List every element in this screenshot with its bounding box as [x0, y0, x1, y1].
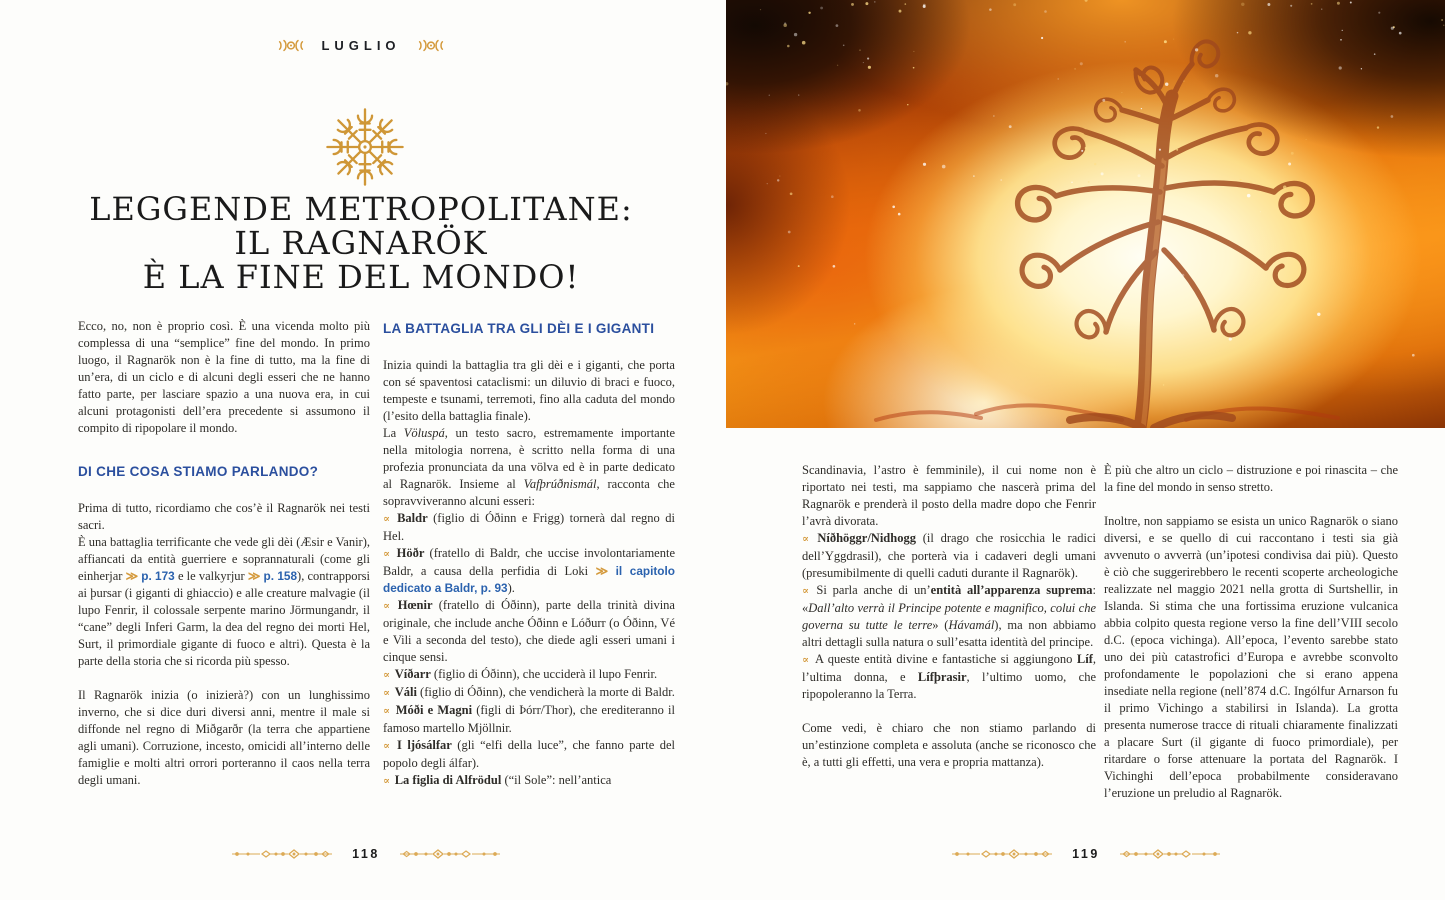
right-page-column-2 — [1104, 462, 1398, 819]
bullet-icon: ∝ — [383, 741, 398, 752]
paragraph: Scandinavia, l’astro è femminile), il cui nome non è riportato nei testi, ma sappiamo che nascerà prima del Ragnarök e prenderà il posto della madre dopo che Fenrir l’avrà divorata. — [802, 463, 1096, 528]
tree-of-life — [1018, 37, 1313, 428]
section-heading: LA BATTAGLIA TRA GLI DÈI E I GIGANTI — [383, 321, 655, 336]
footer-ornament-icon — [1120, 848, 1220, 860]
page-number: 118 — [352, 847, 380, 861]
bullet-icon: ∝ — [383, 549, 397, 560]
right-page-footer — [826, 847, 1346, 861]
chapter-kicker: LUGLIO — [321, 38, 401, 53]
bullet-paragraph: ∝ Váli (figlio di Óðinn), che vendicherà la morte di Baldr. — [383, 685, 675, 699]
left-page-footer — [106, 847, 626, 861]
cross-reference-link[interactable]: il capitolo dedicato a Baldr, p. 93 — [383, 564, 676, 595]
bullet-icon: ∝ — [802, 655, 815, 666]
chapter-title-line: È LA FINE DEL MONDO! — [142, 258, 580, 296]
bullet-paragraph: ∝ La figlia di Alfrödul (“il Sole”: nell’antica — [383, 773, 612, 787]
chapter-kicker-row — [0, 38, 722, 53]
chapter-title-line: IL RAGNARÖK — [234, 224, 488, 262]
link-chevron-icon: ≫ — [125, 569, 142, 583]
section-heading: DI CHE COSA STIAMO PARLANDO? — [78, 464, 319, 479]
left-page-column-1 — [78, 318, 370, 806]
yggdrasil-fire-image — [726, 0, 1445, 428]
chapter-title — [61, 192, 661, 294]
bullet-paragraph: ∝ Hœnir (fratello di Óðinn), parte della trinità divina originale, che include anche Óðinn e Lóðurr (o Óðinn, Vé e Vili a seconda del testo), che diede agli esseri umani i cinque sensi. — [383, 598, 675, 664]
link-chevron-icon: ≫ — [247, 569, 264, 583]
bullet-icon: ∝ — [383, 688, 395, 699]
paragraph: Inizia quindi la battaglia tra gli dèi e i giganti, che porta con sé spaventosi cataclismi: un diluvio di braci e fuoco, tempeste e tsunami, terremoti, fino alla caduta del mondo (l’esito della battaglia finale). — [383, 358, 675, 423]
paragraph: Ecco, no, non è proprio così. È una vicenda molto più complessa di una “semplice” fine del mondo. In primo luogo, il Ragnarök non è la fine di tutto, ma la fine di un’era, di un ciclo e di alcuni degli esseri che ne hanno fatto parte, per lasciare spazio a una nuova era, in cui alcuni protagonisti dell’era precedente si assumono il compito di ripopolare il mondo. — [78, 319, 370, 435]
bullet-paragraph: ∝ Níðhöggr/Nidhogg (il drago che rosicchia le radici dell’Yggdrasil), che porterà via i cadaveri degli umani (presumibilmente di quelli caduti durante il Ragnarök). — [802, 531, 1096, 580]
bullet-icon: ∝ — [383, 776, 395, 787]
paragraph: La Völuspá, un testo sacro, estremamente importante nella mitologia norrena, è scritto nella forma di una profezia pronunciata da una völva ed è in parte dedicato al Ragnarök. Insieme al Vafþrúðnismál, racconta che sopravviveranno alcuni esseri: — [383, 426, 675, 508]
right-page-column-1 — [802, 462, 1096, 788]
bullet-paragraph: ∝ A queste entità divine e fantastiche si aggiungono Líf, l’ultima donna, e Lífþrasir, l’ultimo uomo, che ripopoleranno la Terra. — [802, 652, 1096, 701]
paragraph: È più che altro un ciclo – distruzione e poi rinascita – che la fine del mondo in senso stretto. — [1104, 463, 1398, 494]
bullet-paragraph: ∝ Baldr (figlio di Óðinn e Frigg) tornerà dal regno di Hel. — [383, 511, 675, 543]
helm-of-awe-icon — [318, 100, 412, 194]
cross-reference-link[interactable]: p. 173 — [141, 569, 175, 583]
paragraph: Inoltre, non sappiamo se esista un unico Ragnarök o siano diversi, e se quello di cui raccontano i testi sia già avvenuto o avverrà (un’ipotesi condivisa dai più). Questo è ciò che suggerirebbero le recenti scoperte archeologiche realizzate nel maggio 2021 nella grotta di Surtshellir, in Islanda. Si stima che una fortissima eruzione vulcanica abbia colpito questa regione verso la fine dell’VIII secolo d.C. (epoca vichinga). All’epoca, l’evento sarebbe stato uno dei più catastrofici d’Europa e avrebbe sconvolto profondamente le popolazioni che si erano appena insediate nella regione (nell’874 d.C. Ingólfur Arnarson fu il primo Vichingo a stabilirsi in Islanda). La grotta presenta numerose tracce di rituali chiaramente finalizzati a placare Surt (il gigante di fuoco primordiale), per ritardare o forse attenuare la portata del Ragnarök. I Vichinghi dell’epoca probabilmente consideravano l’eruzione un preludio al Ragnarök. — [1104, 514, 1398, 800]
ember-sparkles — [726, 0, 1444, 386]
bullet-paragraph: ∝ Víðarr (figlio di Óðinn), che ucciderà il lupo Fenrir. — [383, 667, 658, 681]
bullet-icon: ∝ — [383, 706, 396, 717]
page-number: 119 — [1072, 847, 1100, 861]
paragraph: Prima di tutto, ricordiamo che cos’è il Ragnarök nei testi sacri. — [78, 501, 370, 532]
bullet-icon: ∝ — [802, 586, 817, 597]
bullet-paragraph: ∝ Höðr (fratello di Baldr, che uccise involontariamente Baldr, a causa della perfidia di Loki ≫ il capitolo dedicato a Baldr, p. 93). — [383, 546, 676, 595]
bullet-icon: ∝ — [383, 514, 398, 525]
paragraph: È una battaglia terrificante che vede gli dèi (Æsir e Vanir), affiancati da entità guerriere e soprannaturali (come gli einherjar ≫ p. 173 e le valkyrjur ≫ p. 158), contrapporsi ai þursar (i giganti di ghiaccio) e alle creature malvagie (il lupo Fenrir, il colossale serpente marino Jörmungandr, il “cane” degli Inferi Garm, la dea del regno dei morti Hel, Surt, il primordiale gigante di fuoco e altri). Questa è la parte della storia che si ricorda più spesso. — [78, 535, 370, 668]
paragraph: Il Ragnarök inizia (o inizierà?) con un lunghissimo inverno, che si dice duri diversi anni, mentre il male si diffonde nel regno di Miðgarðr (la terra che appartiene agli umani). Corruzione, incesto, omicidi all’interno delle famiglie e molti altri orrori porteranno il caos nella terra degli umani. — [78, 688, 370, 787]
footer-ornament-icon — [952, 848, 1052, 860]
left-page-column-2 — [383, 318, 675, 790]
bullet-paragraph: ∝ I ljósálfar (gli “elfi della luce”, che fanno parte del popolo degli álfar). — [383, 738, 675, 770]
kicker-ornament-icon — [417, 38, 445, 53]
bullet-paragraph: ∝ Si parla anche di un’entità all’apparenza suprema: «Dall’alto verrà il Principe potente e magnifico, colui che governa su tutte le terre» (Hávamál), ma non abbiamo altri dettagli sulla natura o sull’esatta identità del principe. — [802, 583, 1097, 649]
footer-ornament-icon — [232, 848, 332, 860]
footer-ornament-icon — [400, 848, 500, 860]
paragraph: Come vedi, è chiaro che non stiamo parlando di un’estinzione completa e assoluta (anche se riconosco che è, a tutti gli effetti, una vera e propria mattanza). — [802, 721, 1096, 769]
bullet-icon: ∝ — [802, 534, 818, 545]
cross-reference-link[interactable]: p. 158 — [263, 569, 298, 583]
bullet-paragraph: ∝ Móði e Magni (figli di Þórr/Thor), che erediteranno il famoso martello Mjöllnir. — [383, 703, 675, 735]
bullet-icon: ∝ — [383, 601, 398, 612]
bullet-icon: ∝ — [383, 670, 395, 681]
chapter-title-line: LEGGENDE METROPOLITANE: — [89, 190, 633, 228]
kicker-ornament-icon — [277, 38, 305, 53]
link-chevron-icon: ≫ — [595, 564, 616, 578]
